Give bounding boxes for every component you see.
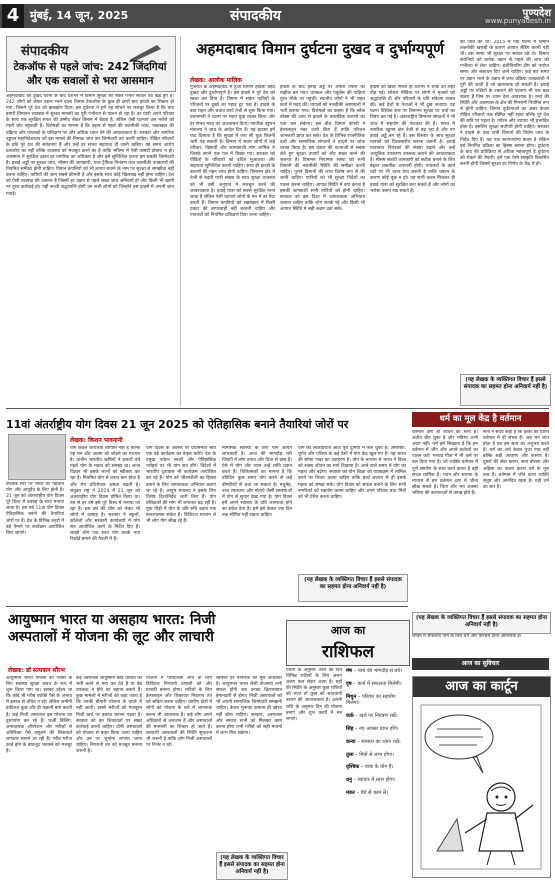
lead-headline: अहमदाबाद विमान दुर्घटना दुखद व दुर्भाग्यपूर्ण [196,40,444,58]
rashifal-title-line2: राशिफल [322,642,374,662]
rashifal-item [346,681,408,688]
ayushman-body-col3: योजना में पारदर्शिता लाने के लिए डिजिटल निगरानी प्रणाली को और प्रभावी बनाना होगा। मरीजों के लिए हेल्पलाइन और शिकायत निवारण तंत्र को सक्रिय करना चाहिए। ग्रामीण क्षेत्रों में लोगों को योजना के बारे में जागरूक करना भी आवश्यक है। कई लोग अपने अधिकारों से अनजान हैं और अस्पतालों की मनमानी का शिकार हो जाते हैं। सरकारी अस्पतालों की स्थिति सुधारना भी जरूरी है ताकि लोग निजी अस्पतालों पर निर्भर न रहें। [146,676,212,749]
rashifal-item [346,713,408,720]
yoga-disclaimer: (यह लेखक के व्यक्तिगत विचार हैं इससे संपादक का सहमत होना अनिवार्य नहीं है) [298,574,408,602]
yoga-body-col4: मानसिक स्वास्थ्य के लिए योग अत्यंत लाभकारी है। आज की भागदौड़ भरी जिंदगी में लोग तनाव और चिंता से ग्रस्त हैं। ऐसे में योग और ध्यान उन्हें शांति प्रदान करते हैं। चिकित्सकों का मानना है कि प्रतिदिन कुछ समय योग करने से कई बीमारियों से बचा जा सकता है। मधुमेह, उच्च रक्तचाप और मोटापे जैसी समस्याओं में योग से सुधार देखा गया है। योग दिवस हमें अपने स्वास्थ्य के प्रति जागरूक होने का संदेश देता है। हमें इसे केवल एक दिन तक सीमित नहीं रखना चाहिए। [222,446,292,519]
yoga-headline: 11वां अंतर्राष्ट्रीय योग दिवस 21 जून 2025 को ऐतिहासिक बनाने तैयारियां जोरों पर [6,418,349,431]
brand-name: पुण्यदेश [522,8,551,19]
rashifal-sign-name: धनु [346,777,352,784]
cartoon-illustration [417,701,545,873]
editorial-headline: टेकऑफ से पहले जांच: 242 जिंदगियां और एक सवालों से भरा आसमान [13,61,167,87]
rashifal-intro: पंचांग के अनुसार आज का दिन विभिन्न राशियों के लिए अलग अलग फल लेकर आया है। ग्रहों की स्थिति के अनुसार कुछ राशियों को लाभ तो कुछ को सावधानी बरतने की आवश्यकता है। अपनी राशि के अनुसार दिन की योजना बनाएं और शुभ कार्यों में मन लगाएं। [286,668,342,722]
issue-date: मुंबई, 14 जून, 2025 [30,9,129,22]
cartoon-box [412,676,551,878]
rashifal-item [346,777,408,784]
rashifal-sign-text: – कार्य में सफलता मिलेगी। [351,680,402,687]
rashifal-sign-name: मेष [346,668,352,674]
rashifal-item [346,739,408,746]
author-photo [8,434,66,480]
rashifal-sign-text: – यात्रा के योग हैं। [359,764,394,771]
rashifal-sign-name: वृष [346,680,352,687]
rashifal-box [286,620,410,666]
thought-label: आज का सुविचार [412,658,549,670]
editorial-label: संपादकीय [21,44,69,59]
bottom-divider [6,606,408,607]
rashifal-sign-name: मकर [346,789,355,796]
rashifal-sign-name: वृश्चिक [346,764,360,771]
rashifal-item [346,752,408,759]
ayushman-headline: आयुष्मान भारत या असहाय भारत: निजी अस्पतालों में योजना की लूट और लाचारी [8,612,216,645]
thought-text: जीवन में सफलता पाने के लिए धैर्य और परिश्रम दोनों आवश्यक हैं। [412,634,522,639]
rashifal-item [346,764,408,771]
rashifal-sign-text: – खर्च पर नियंत्रण रखें। [353,713,398,720]
cartoon-title: आज का कार्टून [413,677,550,697]
rashifal-sign-name: सिंह [346,725,354,732]
dharma-body-col2: संतों ने सदैव कहा है कि ईश्वर की प्राप्ति वर्तमान में ही संभव है। जब मन शांत होता है तब हम सत्य का अनुभव करते हैं। धर्म का अर्थ केवल पूजा पाठ नहीं बल्कि सही आचरण और करुणा है। दूसरों की सेवा करना, सत्य बोलना और अहिंसा का पालन करना धर्म के मूल तत्व हैं। वर्तमान में जीने वाला व्यक्ति संतुष्ट और आनंदित रहता है। यही धर्म का सार है। [483,430,549,490]
rashifal-sign-name: कर्क [346,713,354,720]
rashifal-item [346,726,408,733]
yoga-body-col1: वैश्विक स्तर पर भारत की पहचान योग और आयुर्वेद के लिए होती है। 21 जून को अंतरराष्ट्रीय योग दिवस पूरे विश्व में उत्साह के साथ मनाया जाता है। इस वर्ष 11वां योग दिवस ऐतिहासिक बनाने की तैयारियां जोरों पर हैं। देश के विभिन्न शहरों में बड़े पैमाने पर कार्यक्रम आयोजित किए जाएंगे। [6,482,64,536]
rashifal-sign-name: तुला [346,751,354,758]
rashifal-sign-text: – व्यर्थ की भागदौड़ से बचें। [351,668,403,674]
rashifal-list [346,668,408,876]
rashifal-item [346,790,408,797]
yoga-body-col2: योग केवल शारीरिक व्यायाम नहीं है बल्कि यह मन और आत्मा को जोड़ने का माध्यम है। प्राचीन भारतीय ऋषियों ने हजारों वर्ष पहले योग के महत्व को समझा था। आज विज्ञान भी इसके लाभों को स्वीकार कर रहा है। नियमित योग से तनाव कम होता है और रोग प्रतिरोधक क्षमता बढ़ती है। संयुक्त राष्ट्र ने 2014 में 21 जून को अंतरराष्ट्रीय योग दिवस घोषित किया था। तब से हर वर्ष इसे पूरे विश्व में मनाया जा रहा है। इस वर्ष की थीम को लेकर भी लोगों में उत्साह है। सरकार ने स्कूलों, कॉलेजों और सरकारी कार्यालयों में योग सत्र आयोजित करने के निर्देश दिए हैं। लाखों लोग एक साथ योग करके नया रिकॉर्ड बनाने की तैयारी में हैं। [70,446,140,543]
yoga-body-col3: योग दिवस के अवसर पर प्रधानमंत्री स्वयं एक बड़े कार्यक्रम का नेतृत्व करेंगे। देश के प्रमुख पर्यटन स्थलों और ऐतिहासिक धरोहरों पर भी योग सत्र होंगे। विदेशों में भारतीय दूतावास भी कार्यक्रम आयोजित कर रहे हैं। योग को जीवनशैली का हिस्सा बनाने के लिए जागरूकता अभियान चलाए जा रहे हैं। आयुष मंत्रालय ने इसके लिए विशेष दिशानिर्देश जारी किए हैं। योग प्रशिक्षकों की मांग भी लगातार बढ़ रही है। युवा पीढ़ी में योग के प्रति रुचि बढ़ना एक सकारात्मक संकेत है। डिजिटल माध्यम से भी लोग योग सीख रहे हैं। [146,446,216,525]
ayushman-body-col2: कई अस्पताल आयुष्मान कार्ड धारकों को भर्ती करने से मना कर देते हैं या बेड उपलब्ध न होने का बहाना बनाते हैं। कुछ मामलों में मरीजों को कहा जाता है कि उनकी बीमारी योजना के दायरे में नहीं आती। इससे मरीजों को मजबूरन निजी खर्च पर इलाज कराना पड़ता है। सरकार को इन शिकायतों पर सख्त कार्रवाई करनी चाहिए। दोषी अस्पतालों को योजना से बाहर किया जाना चाहिए और उन पर जुर्माना लगाया जाना चाहिए। निगरानी तंत्र को मजबूत बनाना जरूरी है। [76,676,142,755]
page-number: 4 [2,4,24,28]
yoga-byline: लेखक: किशन भावनानी [70,437,123,444]
column-divider [180,36,181,406]
rashifal-sign-text: – मित्रों से लाभ होगा। [353,751,394,758]
section-title: संपादकीय [230,8,281,24]
brand-url: www.punyadesh.in [485,17,551,25]
rashifal-sign-text: – स्वास्थ्य का ध्यान रखें। [355,738,401,745]
ayushman-byline: लेखक: डॉ सत्यवान सौरभ [8,667,65,674]
ayushman-disclaimer: (यह लेखक के व्यक्तिगत विचार हैं इससे संपादक का सहमत होना अनिवार्य नहीं है) [216,852,288,880]
rashifal-sign-name: कन्या [346,738,356,745]
rashifal-item [346,694,408,708]
editorial-body: अहमदाबाद की दुखद घटना के बाद देशभर में विमान सुरक्षा को लेकर गंभीर सवाल उठ खड़े हुए हैं। 242 लोगों को लेकर उड़ान भरने वाला विमान टेकऑफ के कुछ ही क्षणों बाद हादसे का शिकार हो गया, जिसने पूरे देश को झकझोर दिया। इस दुर्घटना ने हमें यह सोचने पर मजबूर किया है कि क्या हमारी विमानन व्यवस्था में सुरक्षा मानकों का पूरी गंभीरता से पालन हो रहा है। हर यात्री अपने परिवार के साथ एक सुरक्षित सफर की उम्मीद लेकर विमान में बैठता है, लेकिन ऐसी घटनाएं उस भरोसे को गहरी चोट पहुंचाती हैं। विशेषज्ञों का मानना है कि उड़ान से पहले की तकनीकी जांच, रखरखाव की प्रक्रिया और पायलटों के प्रशिक्षण पर और अधिक ध्यान देने की आवश्यकता है। सरकार और नागरिक उड्डयन महानिदेशालय को इस मामले की निष्पक्ष जांच कर जिम्मेदारी तय करनी चाहिए। पीड़ित परिवारों के प्रति पूरे देश की संवेदनाएं हैं और उन्हें हर संभव सहायता दी जानी चाहिए। यह समय आरोप प्रत्यारोप का नहीं बल्कि व्यवस्था को मजबूत करने का है ताकि भविष्य में ऐसी त्रासदी दोबारा न हो। आसमान में सुरक्षित उड़ान हर नागरिक का अधिकार है और इसे सुनिश्चित करना हम सबकी जिम्मेदारी है। हवाई अड्डों पर सुरक्षा जांच, मौसम की जानकारी, एयर ट्रैफिक नियंत्रण तथा तकनीकी उपकरणों की नियमित समीक्षा होनी चाहिए। विमान कंपनियों को भी लागत बचाने के नाम पर सुरक्षा से समझौता नहीं करना चाहिए। यात्रियों की जान सबसे कीमती है और इसके साथ कोई खिलवाड़ नहीं होना चाहिए। देश को ऐसी व्यवस्था की जरूरत है जिसमें हर उड़ान से पहले सख्त जांच अनिवार्य हो और किसी भी खामी पर तुरंत कार्रवाई हो। यही सच्ची श्रद्धांजलि होगी उन सभी लोगों को जिन्होंने इस हादसे में अपनी जान गंवाई। [6,94,174,197]
yoga-body-col5: योग की लोकप्रियता आज पूरी दुनिया में फैल चुकी है। अमेरिका, यूरोप और एशिया के कई देशों में योग केंद्र खुल गए हैं। यह भारत की सॉफ्ट पावर का उदाहरण है। योग के माध्यम से भारत ने विश्व को स्वस्थ जीवन का मार्ग दिखाया है। आने वाले समय में योग का महत्व और बढ़ेगा। सरकार को योग शिक्षा को पाठ्यक्रम में शामिल करने पर विचार करना चाहिए ताकि बच्चे बचपन से ही इसके महत्व को समझ सकें। योग दिवस को सफल बनाने के लिए सभी नागरिकों को सहयोग करना चाहिए और अपने परिवार तथा मित्रों को भी प्रेरित करना चाहिए। [298,446,406,500]
lead-body-col2: हादसे के बाद हवाई अड्डे पर अफरा तफरी का माहौल बन गया। दमकल और एंबुलेंस की गाड़ियां तुरंत मौके पर पहुंचीं। स्थानीय लोगों ने भी राहत कार्य में मदद की। घायलों को नजदीकी अस्पतालों में भर्ती कराया गया। विशेषज्ञों का कहना है कि ब्लैक बॉक्स की जांच से हादसे के वास्तविक कारणों का पता चल सकेगा। इस बीच विमान कंपनी ने हेल्पलाइन नंबर जारी किए हैं ताकि परिजन जानकारी प्राप्त कर सकें। देश के विभिन्न राजनीतिक दलों और सामाजिक संगठनों ने हादसे पर शोक व्यक्त किया है। इस प्रकार की घटनाओं से सबक लेते हुए सुरक्षा उपायों को और सख्त करने की जरूरत है। विमानन नियामक संस्था को सभी विमानों की तकनीकी स्थिति की समीक्षा करनी चाहिए। पुराने विमानों की जांच विशेष रूप से की जानी चाहिए। यात्रियों को भी सुरक्षा निर्देशों का पालन करना चाहिए। आपात स्थिति में क्या करना है इसकी जानकारी सभी यात्रियों को होनी चाहिए। सरकार को इस दिशा में जागरूकता अभियान चलाना चाहिए ताकि लोग सतर्क रहें और किसी भी आपात स्थिति में सही कदम उठा सकें। [280,85,365,212]
rashifal-item [346,668,408,675]
rashifal-sign-text: – परिवार का सहयोग मिलेगा। [346,693,396,707]
lead-body-col1: गुजरात के अहमदाबाद में हुआ विमान हादसा बेहद दुखद और दुर्भाग्यपूर्ण है। इस हादसे ने पूरे देश को स्तब्ध कर दिया है। विमान में सवार यात्रियों के परिजनों पर दुखों का पहाड़ टूट पड़ा है। हादसे के बाद राहत और बचाव कार्य तेजी से शुरू किया गया। प्रधानमंत्री ने घटना पर गहरा दुख व्यक्त किया और हर संभव मदद का आश्वासन दिया। नागरिक उड्डयन मंत्रालय ने जांच के आदेश दिए हैं। यह हादसा हमें याद दिलाता है कि सुरक्षा में जरा सी चूक कितनी भारी पड़ सकती है। विमान में सवार लोगों में कई परिवार, विद्यार्थी और कामकाजी लोग शामिल थे जिनके सपने एक पल में बिखर गए। सरकार को पीड़ितों के परिवारों को उचित मुआवजा और सहायता सुनिश्चित करनी चाहिए। साथ ही हादसे के कारणों की गहन जांच होनी चाहिए। विमानन क्षेत्र में तेजी से बढ़ती यात्री संख्या के साथ सुरक्षा व्यवस्था को भी उसी अनुपात में मजबूत करने की आवश्यकता है। हवाई यात्रा को सबसे सुरक्षित माना जाता है लेकिन ऐसी घटनाएं लोगों के मन में डर पैदा करती हैं। विमान कंपनियों को रखरखाव में किसी प्रकार की लापरवाही नहीं बरतनी चाहिए और पायलटों को नियमित प्रशिक्षण दिया जाना चाहिए। [190,85,275,218]
dharma-headline: धर्म का मूल केंद्र है वर्तमान [412,412,549,427]
lead-byline: लेखक: आलोक मालिक [190,77,242,84]
lead-disclaimer: (यह लेखक के व्यक्तिगत विचार हैं इससे संपादक का सहमत होना अनिवार्य नहीं है) [460,374,551,406]
ayushman-body-col1: आयुष्मान भारत योजना को गरीबों के लिए स्वास्थ्य सुरक्षा कवच के रूप में शुरू किया गया था। इसका उद्देश्य था कि कोई भी गरीब व्यक्ति पैसे के अभाव में इलाज से वंचित न रहे। लेकिन जमीनी हकीकत कुछ और ही कहानी बयां करती है। कई निजी अस्पताल इस योजना का दुरुपयोग कर रहे हैं। फर्जी बिलिंग, अनावश्यक ऑपरेशन और मरीजों से अतिरिक्त पैसे वसूलने की शिकायतें लगातार सामने आ रही हैं। गरीब मरीज कार्ड होने के बावजूद भटकने को मजबूर हैं। [6,676,72,755]
rashifal-sign-text: – नए अवसर प्राप्त होंगे। [353,725,399,732]
lead-body-col4: की जांच की थी। 2015 में एक घटना में विमान तकनीकी खराबी के कारण आपात लैंडिंग करनी पड़ी थी। उस समय भी सुरक्षा पर सवाल उठे थे। विमान कंपनियों को प्रत्येक उड़ान से पहले की जांच को गंभीरता से लेना चाहिए। इंजीनियरिंग टीम को पर्याप्त समय और संसाधन दिए जाने चाहिए। कई बार समय पर उड़ान भरने के दबाव में जांच प्रक्रिया जल्दबाजी में पूरी की जाती है जो खतरनाक हो सकती है। हवाई अड्डों पर पक्षियों के टकराने की घटनाएं भी एक बड़ा खतरा हैं जिन पर ध्यान देना आवश्यक है। रनवे की स्थिति और आसपास के क्षेत्र की निगरानी नियमित रूप से होनी चाहिए। विमान दुर्घटनाओं का असर केवल पीड़ित परिवारों तक सीमित नहीं रहता बल्कि पूरे देश की छवि पर पड़ता है। पर्यटन और व्यापार भी प्रभावित होता है। इसलिए सुरक्षा सर्वोपरि होनी चाहिए। सरकार ने हादसे के बाद सभी विमानों की विशेष जांच के निर्देश दिए हैं। यह एक स्वागतयोग्य कदम है लेकिन इसे नियमित प्रक्रिया का हिस्सा बनाना होगा। दुर्घटना के बाद की प्रतिक्रिया से अधिक महत्वपूर्ण है दुर्घटना को रोकने की तैयारी। हमें एक ऐसी संस्कृति विकसित करनी होगी जिसमें सुरक्षा हर निर्णय के केंद्र में हो। [460,40,549,167]
rashifal-sign-text: – धैर्य से काम लें। [354,789,389,796]
rashifal-title-line1: आज का [330,624,366,637]
dharma-disclaimer: (यह लेखक के व्यक्तिगत विचार हैं इससे संपादक का सहमत होना अनिवार्य नहीं है) [412,612,551,634]
section-divider [6,408,549,409]
rashifal-sign-text: – व्यापार में लाभ होगा। [351,777,396,784]
ayushman-body-col4: स्वास्थ्य हर नागरिक का मूल अधिकार है। आयुष्मान भारत जैसी योजनाएं तभी सफल होंगी जब उनका क्रियान्वयन ईमानदारी से होगा। निजी अस्पतालों को भी अपनी सामाजिक जिम्मेदारी समझनी चाहिए। केवल मुनाफा कमाना ही उद्देश्य नहीं होना चाहिए। सरकार, अस्पताल और समाज सभी को मिलकर काम करना होगा तभी गरीबों को सही मायनों में लाभ मिल सकेगा। [216,676,282,736]
dharma-body-col1: वर्तमान क्षण ही जीवन का सत्य है। अतीत बीत चुका है और भविष्य अभी आया नहीं। धर्म हमें सिखाता है कि हम वर्तमान में जीएं और अपने कर्तव्यों का पालन करें। भगवद गीता में भी कर्म पर बल दिया गया है। जो व्यक्ति वर्तमान में पूर्ण समर्पण के साथ कार्य करता है वही सच्चा धार्मिक है। ध्यान और साधना के माध्यम से हम वर्तमान क्षण में जीना सीख सकते हैं। चिंता और भय अक्सर भविष्य की कल्पनाओं से उत्पन्न होते हैं। [412,430,478,496]
lead-body-col3: हादसे की खबर मिलते ही देशभर में शोक की लहर दौड़ गई। सोशल मीडिया पर लोगों ने मृतकों को श्रद्धांजलि दी और परिवारों के प्रति संवेदना व्यक्त की। कई देशों के नेताओं ने भी दुख जताया। यह घटना वैश्विक स्तर पर विमानन सुरक्षा पर चर्चा का विषय बन गई है। अंतरराष्ट्रीय विमानन संगठनों ने भी जांच में सहयोग की पेशकश की है। भारत में नागरिक उड्डयन क्षेत्र तेजी से बढ़ रहा है और नए हवाई अड्डे बन रहे हैं। इस विस्तार के साथ सुरक्षा मानकों को विश्वस्तरीय बनाना जरूरी है। हवाई यातायात नियंत्रकों की संख्या बढ़ाने और उन्हें आधुनिक उपकरण उपलब्ध कराने की आवश्यकता है। मौसम संबंधी जानकारी को सटीक बनाने के लिए बेहतर तकनीक अपनानी होगी। पायलटों के कार्य घंटों पर भी ध्यान देना जरूरी है ताकि थकान के कारण कोई चूक न हो। यह सभी कदम मिलकर ही हवाई यात्रा को सुरक्षित बना सकते हैं और लोगों का भरोसा बनाए रख सकते हैं। [370,85,455,194]
rashifal-sign-name: मिथुन [346,693,357,700]
